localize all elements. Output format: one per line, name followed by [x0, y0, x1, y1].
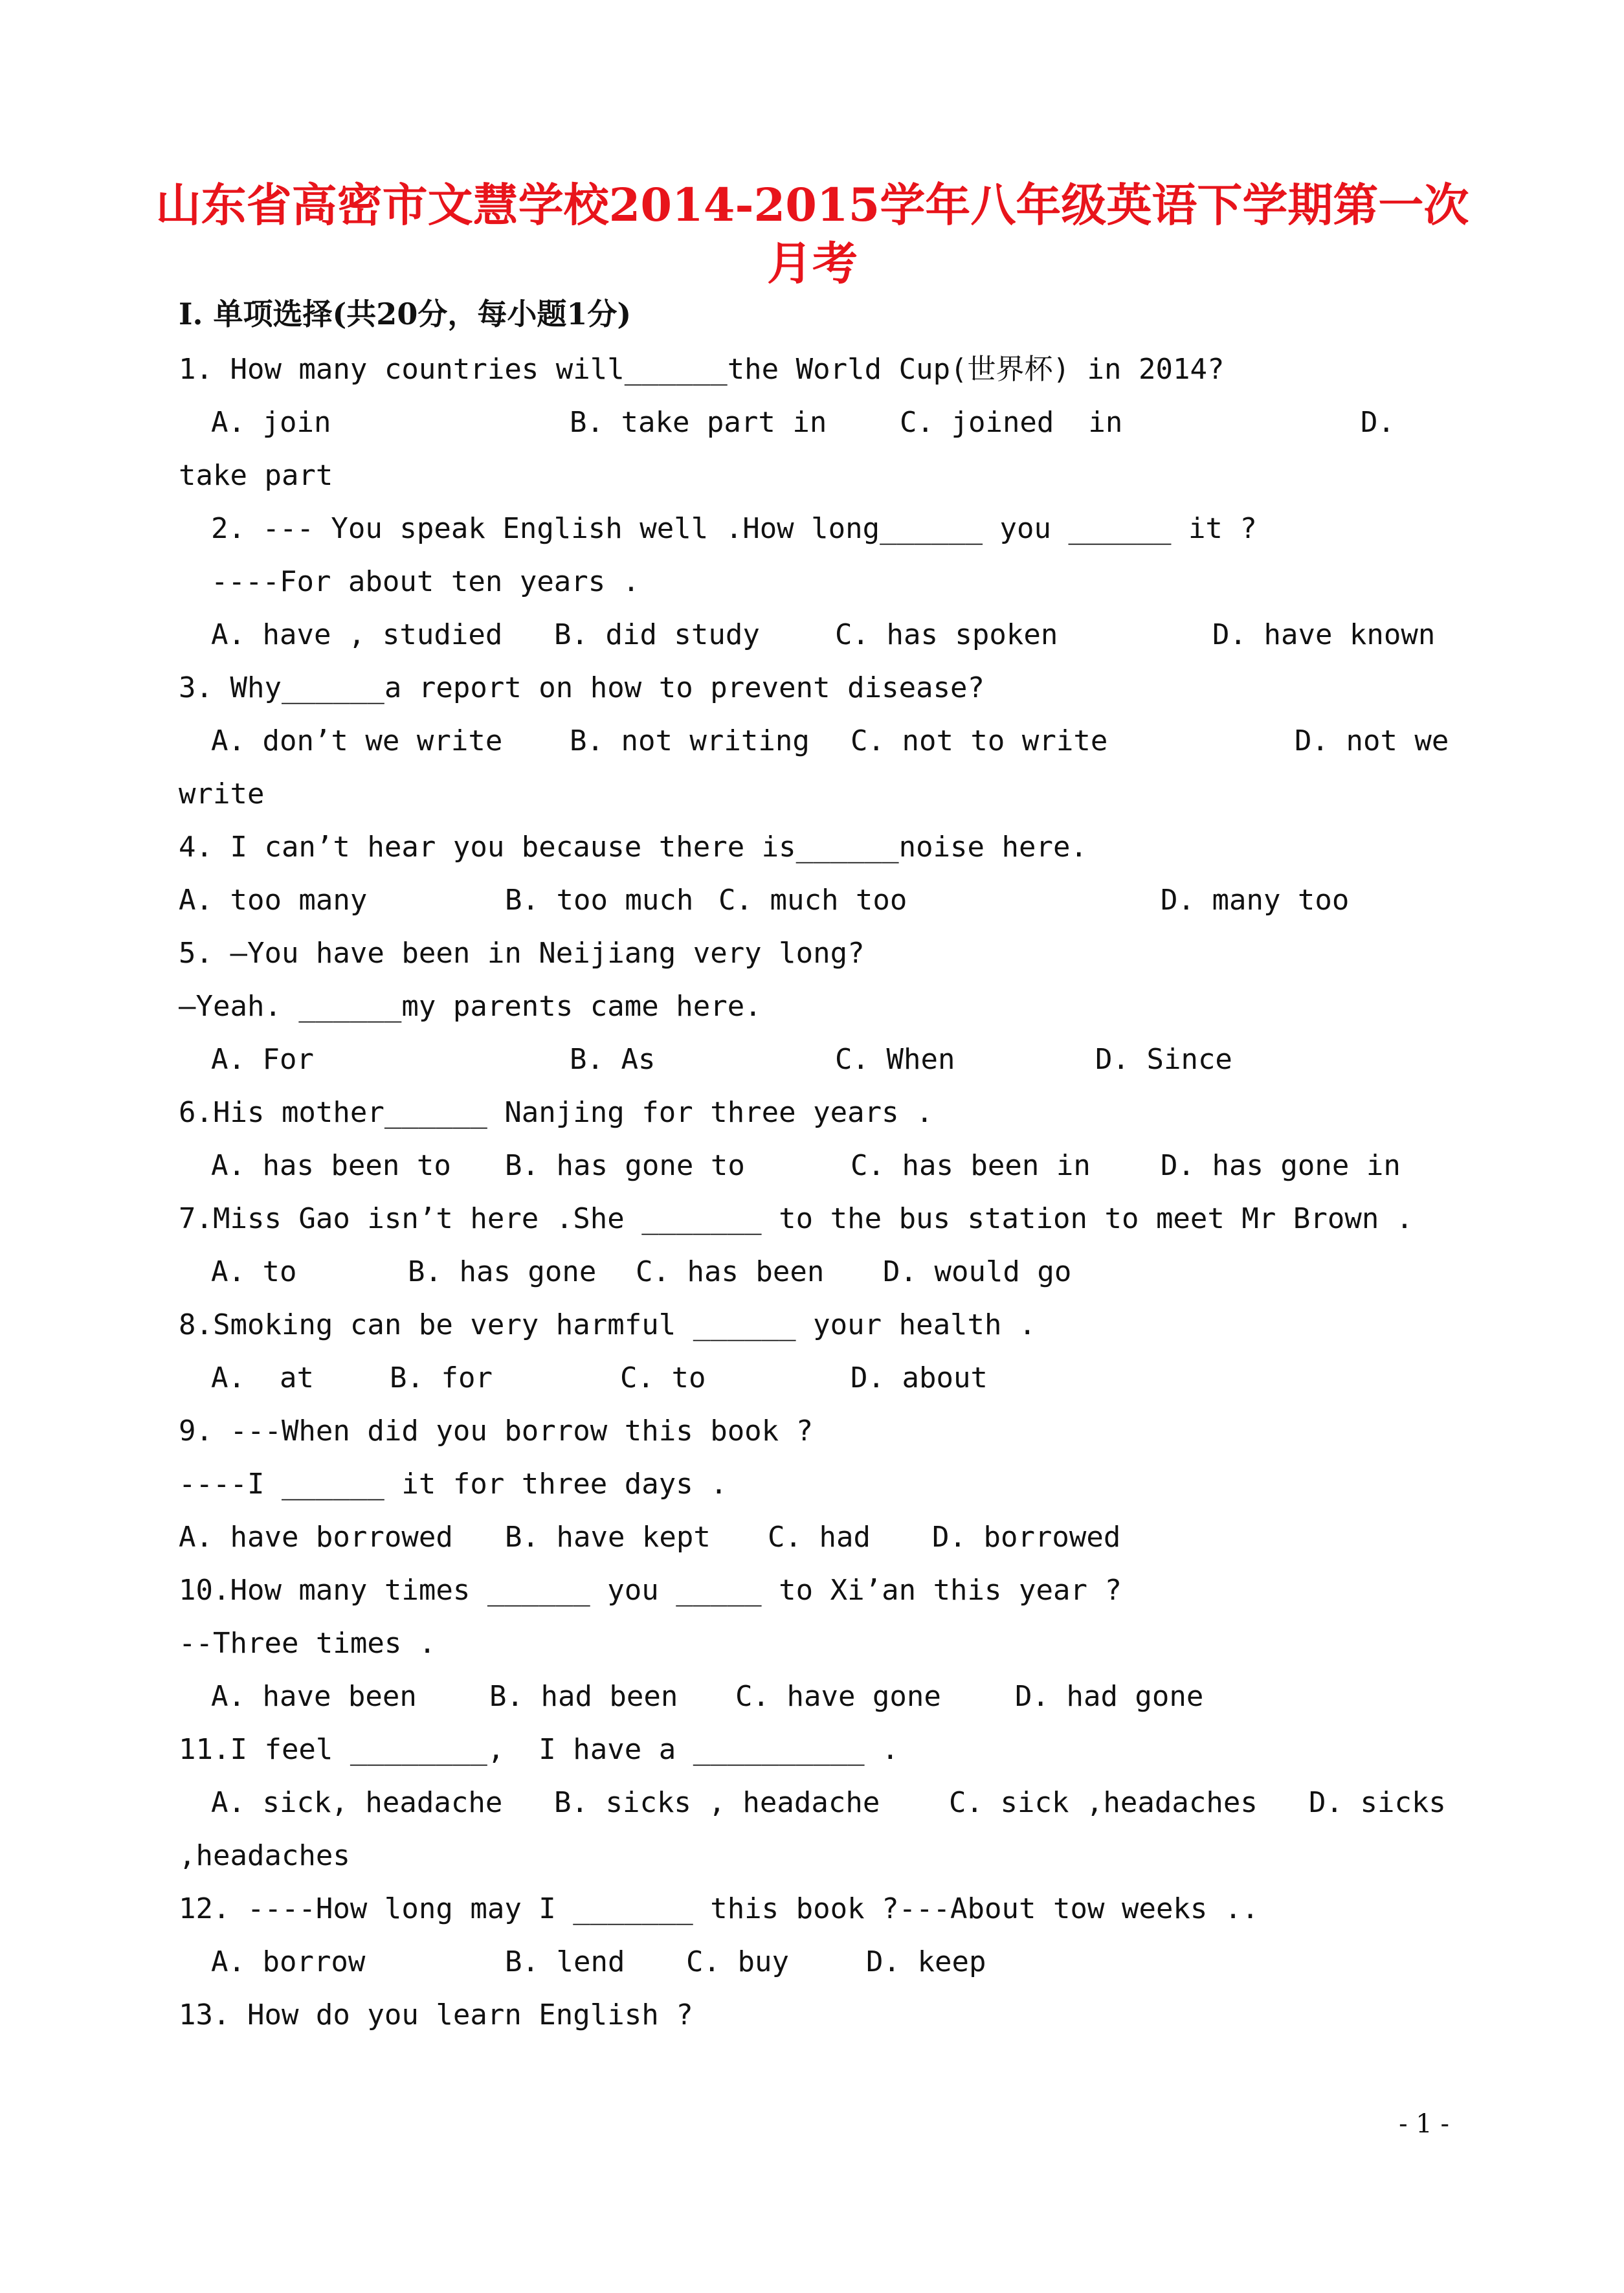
question-text: 5. —You have been in Neijiang very long? — [179, 937, 865, 970]
option-c: C. have gone — [735, 1680, 941, 1713]
option-a: A. don’t we write — [211, 724, 503, 757]
question-text: —Yeah. ______my parents came here. — [179, 990, 762, 1023]
option-b: B. As — [570, 1043, 656, 1076]
option-b: B. have kept — [505, 1521, 711, 1554]
question-text: --Three times . — [179, 1627, 436, 1660]
option-b: B. lend — [505, 1945, 625, 1978]
question-text: 12. ----How long may I _______ this book ?---About tow weeks .. — [179, 1892, 1259, 1925]
option-b: B. take part in — [570, 406, 827, 439]
option-a: A. have , studied — [211, 618, 503, 651]
option-d: D. keep — [866, 1945, 986, 1978]
question-text: 11.I feel ________, I have a __________ . — [179, 1733, 899, 1766]
question-text: 6.His mother______ Nanjing for three years . — [179, 1096, 933, 1129]
option-a: A. to — [211, 1255, 297, 1288]
option-b: B. for — [390, 1361, 493, 1394]
page-number: - 1 - — [1399, 2109, 1449, 2139]
question-text: 9. ---When did you borrow this book ? — [179, 1415, 814, 1448]
question-text: 2. --- You speak English well .How long______ you ______ it ? — [211, 512, 1257, 545]
question-text: 3. Why______a report on how to prevent disease? — [179, 671, 985, 704]
option-c: C. has been in — [851, 1149, 1091, 1182]
option-d: D. would go — [883, 1255, 1072, 1288]
option-a: A. have borrowed — [179, 1521, 453, 1554]
option-d: D. — [1361, 406, 1395, 439]
option-c: C. to — [620, 1361, 706, 1394]
option-b: B. has gone — [408, 1255, 597, 1288]
option-a: A. borrow — [211, 1945, 366, 1978]
option-b: B. did study — [554, 618, 760, 651]
question-text: ----I ______ it for three days . — [179, 1468, 728, 1501]
option-d: D. about — [851, 1361, 988, 1394]
option-d: D. many too — [1161, 884, 1350, 917]
option-wrap: ,headaches — [179, 1839, 350, 1872]
option-c: C. joined in — [900, 406, 1123, 439]
option-wrap: take part — [179, 459, 333, 492]
option-c: C. sick ,headaches — [949, 1786, 1258, 1819]
option-b: B. sicks , headache — [554, 1786, 880, 1819]
option-d: D. borrowed — [932, 1521, 1121, 1554]
option-c: C. buy — [686, 1945, 789, 1978]
option-a: A. at — [211, 1361, 314, 1394]
option-c: C. had — [768, 1521, 871, 1554]
option-a: A. have been — [211, 1680, 417, 1713]
option-a: A. sick, headache — [211, 1786, 503, 1819]
question-text: 4. I can’t hear you because there is______noise here. — [179, 831, 1087, 864]
option-b: B. not writing — [570, 724, 810, 757]
page-title-line-1: 山东省高密市文慧学校2014-2015学年八年级英语下学期第一次 — [155, 178, 1469, 232]
page-title-line-2: 月考 — [767, 236, 858, 290]
question-text: 10.How many times ______ you _____ to Xi’an this year ? — [179, 1574, 1122, 1607]
option-d: D. has gone in — [1161, 1149, 1401, 1182]
option-c: C. has been — [636, 1255, 825, 1288]
option-c: C. much too — [718, 884, 907, 917]
question-text: 1. How many countries will______the World Cup(世界杯) in 2014? — [179, 353, 1225, 386]
option-a: A. For — [211, 1043, 314, 1076]
question-text: 7.Miss Gao isn’t here .She _______ to the bus station to meet Mr Brown . — [179, 1202, 1414, 1235]
option-b: B. too much — [505, 884, 694, 917]
option-c: C. When — [835, 1043, 955, 1076]
question-text: 8.Smoking can be very harmful ______ your health . — [179, 1308, 1036, 1341]
option-d: D. Since — [1095, 1043, 1232, 1076]
option-a: A. has been to — [211, 1149, 451, 1182]
option-d: D. have known — [1212, 618, 1436, 651]
option-b: B. has gone to — [505, 1149, 745, 1182]
option-a: A. join — [211, 406, 331, 439]
option-wrap: write — [179, 777, 265, 811]
option-d: D. sicks — [1309, 1786, 1446, 1819]
option-c: C. not to write — [851, 724, 1108, 757]
option-b: B. had been — [489, 1680, 678, 1713]
option-c: C. has spoken — [835, 618, 1058, 651]
question-text: ----For about ten years . — [211, 565, 640, 598]
option-a: A. too many — [179, 884, 368, 917]
option-d: D. had gone — [1015, 1680, 1204, 1713]
question-text: 13. How do you learn English ? — [179, 1998, 693, 2031]
option-d: D. not we — [1295, 724, 1449, 757]
section-heading: I. 单项选择(共20分，每小题1分) — [179, 296, 632, 331]
